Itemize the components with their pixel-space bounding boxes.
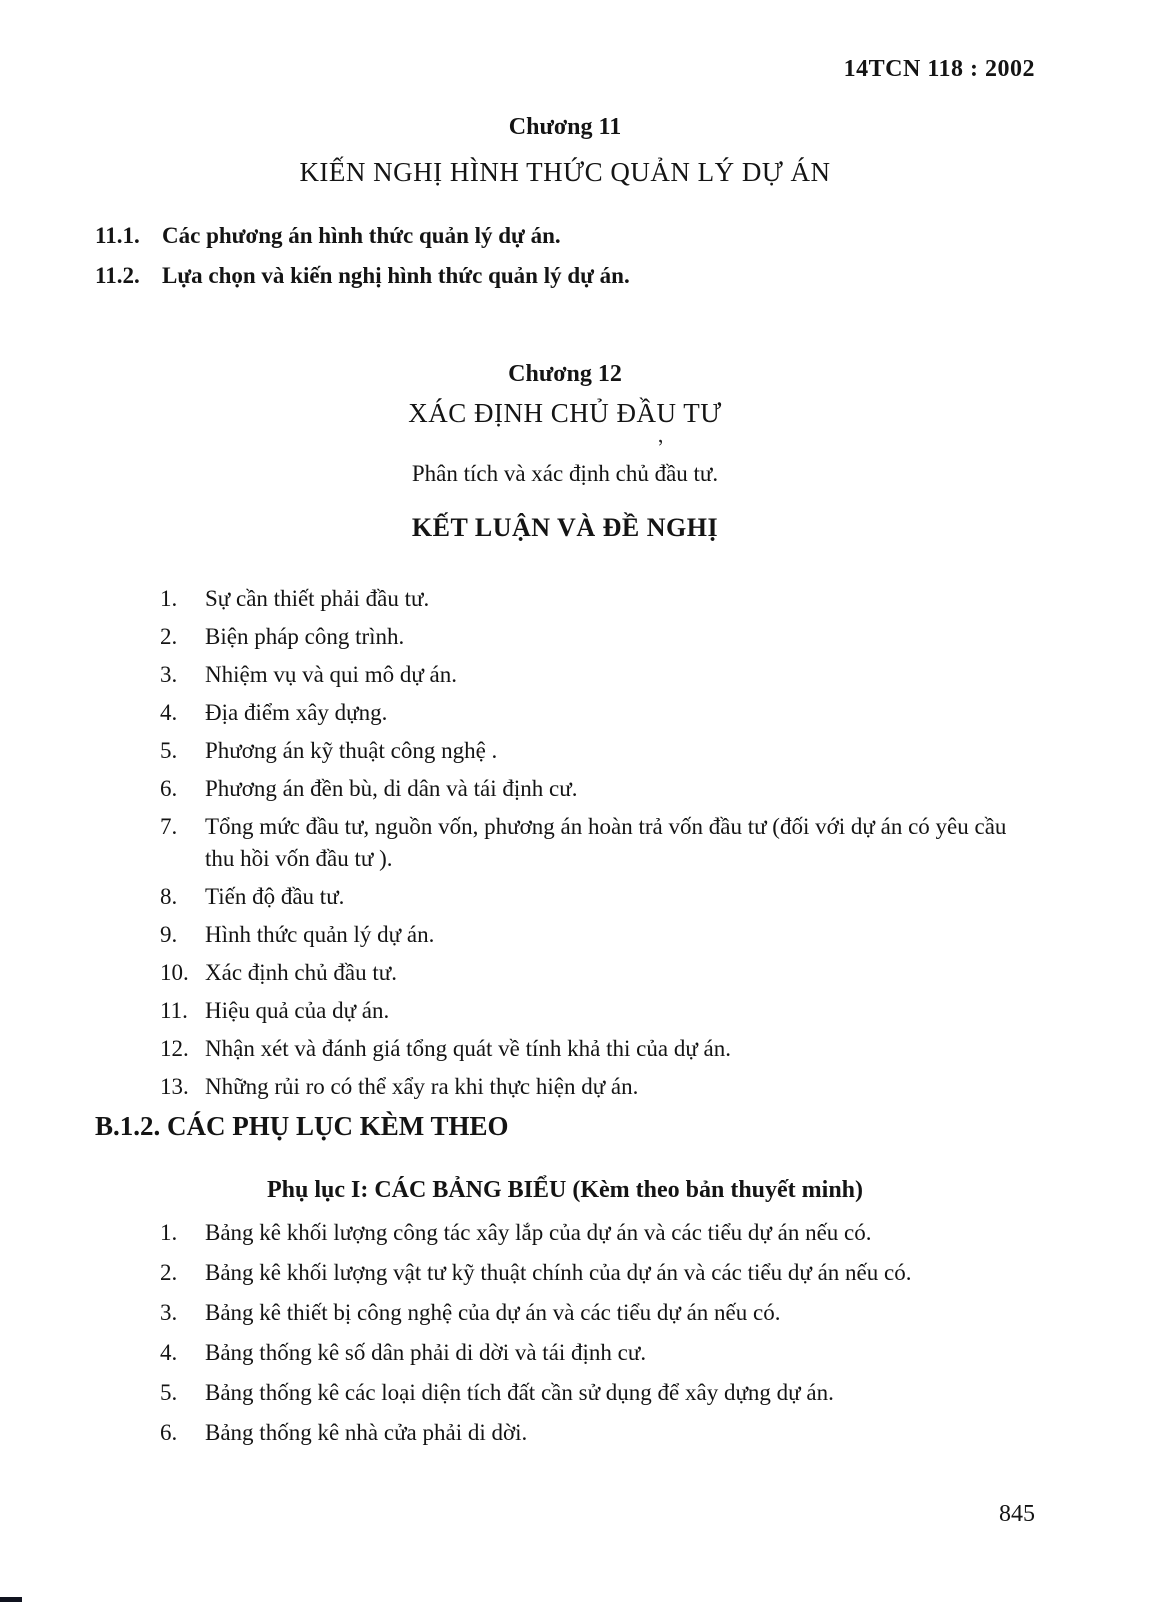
item-text: Bảng kê thiết bị công nghệ của dự án và các tiểu dự án nếu có. <box>205 1300 781 1325</box>
item-number: 13. <box>160 1074 189 1099</box>
item-text: Bảng thống kê nhà cửa phải di dời. <box>205 1420 528 1445</box>
section-title: Các phương án hình thức quản lý dự án. <box>162 223 561 248</box>
list-item <box>160 1297 1035 1329</box>
list-item <box>160 1217 1035 1249</box>
item-number: 4. <box>160 700 178 725</box>
item-text: Sự cần thiết phải đầu tư. <box>205 586 430 611</box>
item-number: 8. <box>160 884 178 909</box>
chapter-11-label: Chương 11 <box>508 114 622 140</box>
item-text: Hình thức quản lý dự án. <box>205 922 435 947</box>
list-item <box>160 621 1035 653</box>
list-item <box>160 957 1035 989</box>
item-text: Phương án kỹ thuật công nghệ . <box>205 738 498 763</box>
chapter-12-title: XÁC ĐỊNH CHỦ ĐẦU TƯ <box>408 398 722 428</box>
item-text: Hiệu quả của dự án. <box>205 998 390 1023</box>
section-11-2 <box>95 262 1035 290</box>
item-number: 2. <box>160 624 178 649</box>
list-item <box>160 1377 1035 1409</box>
conclusion-list <box>160 583 1035 1103</box>
list-item <box>160 881 1035 913</box>
item-number: 1. <box>160 1220 178 1245</box>
item-number: 9. <box>160 922 178 947</box>
conclusion-heading: KẾT LUẬN VÀ ĐỀ NGHỊ <box>411 513 719 542</box>
item-text: Bảng thống kê số dân phải di dời và tái định cư. <box>205 1340 647 1365</box>
item-text: Nhiệm vụ và qui mô dự án. <box>205 662 458 687</box>
item-text: Bảng kê khối lượng công tác xây lắp của dự án và các tiểu dự án nếu có. <box>205 1220 872 1245</box>
item-number: 7. <box>160 814 178 839</box>
item-number: 3. <box>160 662 178 687</box>
item-number: 12. <box>160 1036 189 1061</box>
item-number: 6. <box>160 1420 178 1445</box>
list-item <box>160 773 1035 805</box>
appendix-subheading: Phụ lục I: CÁC BẢNG BIỂU (Kèm theo bản thuyết minh) <box>266 1177 864 1203</box>
list-item <box>160 659 1035 691</box>
list-item <box>160 697 1035 729</box>
scan-artifact-mark: , <box>655 421 665 448</box>
list-item <box>160 1417 1035 1449</box>
item-text: Biện pháp công trình. <box>205 624 405 649</box>
item-number: 1. <box>160 586 178 611</box>
list-item <box>160 811 1035 875</box>
item-text: Phương án đền bù, di dân và tái định cư. <box>205 776 578 801</box>
section-11-1 <box>95 222 1035 250</box>
section-number: 11.2. <box>95 263 140 288</box>
item-text: Tiến độ đầu tư. <box>205 884 345 909</box>
chapter-12-subtitle: Phân tích và xác định chủ đầu tư. <box>411 461 719 486</box>
item-text: Bảng kê khối lượng vật tư kỹ thuật chính của dự án và các tiểu dự án nếu có. <box>205 1260 912 1285</box>
chapter-12-label: Chương 12 <box>508 361 622 387</box>
scan-corner-mark <box>0 1597 22 1602</box>
item-number: 3. <box>160 1300 178 1325</box>
list-item <box>160 919 1035 951</box>
section-title: Lựa chọn và kiến nghị hình thức quản lý dự án. <box>162 263 630 288</box>
list-item <box>160 995 1035 1027</box>
appendix-heading: B.1.2. CÁC PHỤ LỤC KÈM THEO <box>95 1111 509 1141</box>
item-text: Nhận xét và đánh giá tổng quát về tính khả thi của dự án. <box>205 1036 731 1061</box>
list-item <box>160 583 1035 615</box>
section-number: 11.1. <box>95 223 140 248</box>
list-item <box>160 1071 1035 1103</box>
chapter-11-title: KIẾN NGHỊ HÌNH THỨC QUẢN LÝ DỰ ÁN <box>299 157 831 187</box>
item-text: Xác định chủ đầu tư. <box>205 960 397 985</box>
item-number: 2. <box>160 1260 178 1285</box>
list-item <box>160 735 1035 767</box>
item-text: Bảng thống kê các loại diện tích đất cần sử dụng để xây dựng dự án. <box>205 1380 834 1405</box>
item-number: 10. <box>160 960 189 985</box>
appendix-list <box>160 1217 1035 1449</box>
page-content <box>0 55 1151 1449</box>
item-number: 5. <box>160 1380 178 1405</box>
item-text: Địa điểm xây dựng. <box>205 700 388 725</box>
page-number: 845 <box>999 1501 1035 1527</box>
item-number: 4. <box>160 1340 178 1365</box>
item-text: Tổng mức đầu tư, nguồn vốn, phương án hoàn trả vốn đầu tư (đối với dự án có yêu cầu thu hồi vốn đầu tư ). <box>205 814 1007 871</box>
item-number: 5. <box>160 738 178 763</box>
item-number: 11. <box>160 998 188 1023</box>
list-item <box>160 1033 1035 1065</box>
doc-code: 14TCN 118 : 2002 <box>843 56 1035 82</box>
item-number: 6. <box>160 776 178 801</box>
list-item <box>160 1257 1035 1289</box>
list-item <box>160 1337 1035 1369</box>
item-text: Những rủi ro có thể xẩy ra khi thực hiện dự án. <box>205 1074 639 1099</box>
